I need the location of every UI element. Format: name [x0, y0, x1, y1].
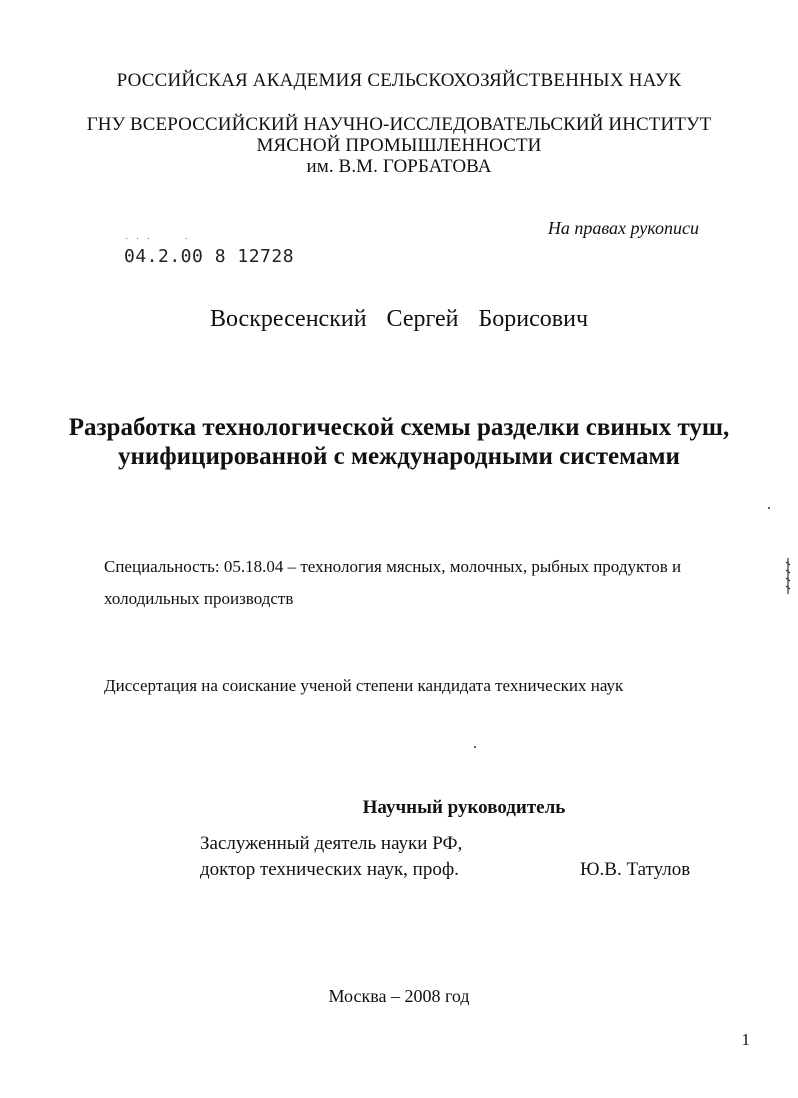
- supervisor-title-line-1: Заслуженный деятель науки РФ,: [200, 833, 463, 854]
- institute-line-2: МЯСНОЙ ПРОМЫШЛЕННОСТИ: [256, 135, 542, 156]
- supervisor-heading: Научный руководитель: [362, 797, 566, 818]
- title-line-2: унифицированной с международными системами: [118, 443, 680, 470]
- dissertation-degree-text: Диссертация на соискание ученой степени кандидата технических наук: [104, 676, 624, 695]
- page-number: 1: [741, 1030, 750, 1049]
- stamp-tick-marks: ˙ ˙ ˙ ˙: [124, 238, 190, 248]
- scan-speck: [474, 746, 476, 748]
- manuscript-rights-note: На правах рукописи: [547, 218, 699, 238]
- academy-name: РОССИЙСКАЯ АКАДЕМИЯ СЕЛЬСКОХОЗЯЙСТВЕННЫХ НАУК: [116, 70, 682, 91]
- institute-line-1: ГНУ ВСЕРОССИЙСКИЙ НАУЧНО-ИССЛЕДОВАТЕЛЬСКИЙ ИНСТИТУТ: [86, 114, 712, 135]
- specialty-text: Специальность: 05.18.04 – технология мясных, молочных, рыбных продуктов и холодильных производств: [104, 557, 682, 608]
- city-year: Москва – 2008 год: [328, 986, 470, 1006]
- scan-edge-mark: [784, 556, 792, 596]
- supervisor-title-line-2: доктор технических наук, проф.: [200, 859, 459, 880]
- author-name: Воскресенский Сергей Борисович: [209, 306, 589, 332]
- institute-name: [0, 114, 798, 177]
- title-line-1: Разработка технологической схемы разделки свиных туш,: [68, 414, 730, 441]
- dissertation-title: [0, 413, 798, 471]
- supervisor-name: Ю.В. Татулов: [580, 859, 691, 880]
- library-stamp-number: 04.2.00 8 12728: [124, 246, 295, 267]
- scan-speck: [768, 507, 770, 509]
- institute-line-3: им. В.М. ГОРБАТОВА: [306, 156, 492, 177]
